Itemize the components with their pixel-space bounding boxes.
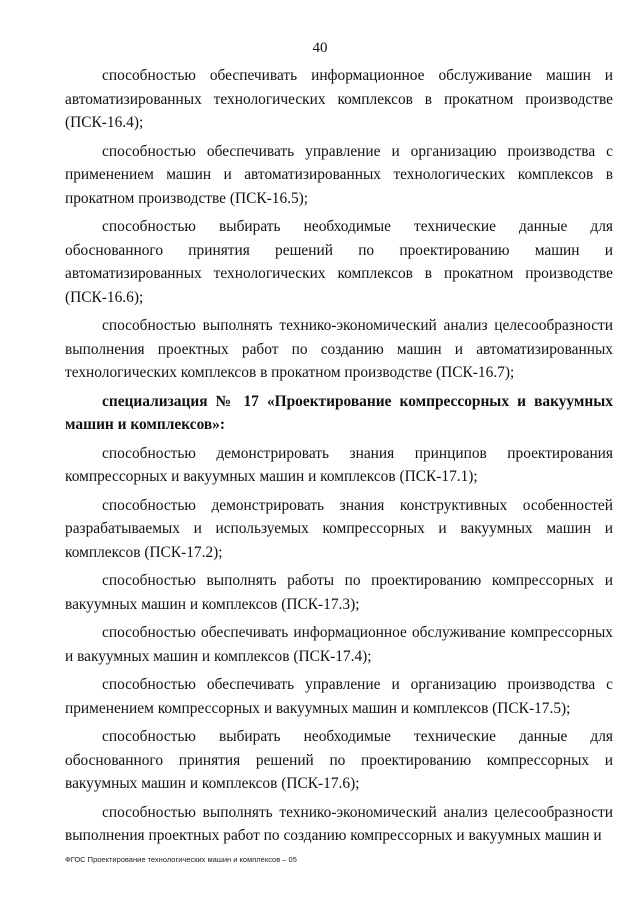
document-body bbox=[65, 64, 613, 853]
paragraph-psk-17-5: способностью обеспечивать управление и организацию производства с применением компрессорных и вакуумных машин и комплексов (ПСК-17.5); bbox=[65, 676, 613, 717]
paragraph-psk-16-5: способностью обеспечивать управление и организацию производства с применением машин и автоматизированных технологических комплексов в прокатном производстве (ПСК-16.5); bbox=[65, 142, 613, 207]
paragraph-psk-16-7: способностью выполнять технико-экономический анализ целесообразности выполнения проектных работ по созданию машин и автоматизированных технологических комплексов в прокатном производстве (ПСК-16.7); bbox=[65, 317, 613, 381]
paragraph-psk-16-4: способностью обеспечивать информационное обслуживание машин и автоматизированных технологических комплексов в прокатном производстве (ПСК-16.4); bbox=[65, 67, 613, 131]
paragraph-psk-16-6: способностью выбирать необходимые технические данные для обоснованного принятия решений по проектированию машин и автоматизированных технологических комплексов в прокатном производстве (ПСК-16.6); bbox=[65, 218, 613, 306]
paragraph-psk-17-4: способностью обеспечивать информационное обслуживание компрессорных и вакуумных машин и комплексов (ПСК-17.4); bbox=[65, 624, 613, 665]
paragraph-psk-17-1: способностью демонстрировать знания принципов проектирования компрессорных и вакуумных машин и комплексов (ПСК-17.1); bbox=[65, 444, 613, 485]
specialization-heading: специализация № 17 «Проектирование компрессорных и вакуумных машин и комплексов»: bbox=[65, 392, 613, 433]
document-footer: ФГОС Проектирование технологических машин и комплексов – 05 bbox=[65, 855, 297, 864]
paragraph-psk-17-2: способностью демонстрировать знания конструктивных особенностей разрабатываемых и используемых компрессорных и вакуумных машин и комплексов (ПСК-17.2); bbox=[65, 496, 613, 561]
page-number: 40 bbox=[312, 40, 328, 56]
paragraph-psk-17-3: способностью выполнять работы по проектированию компрессорных и вакуумных машин и комплексов (ПСК-17.3); bbox=[65, 572, 613, 613]
paragraph-psk-17-6: способностью выбирать необходимые технические данные для обоснованного принятия решений по проектированию компрессорных и вакуумных машин и комплексов (ПСК-17.6); bbox=[65, 728, 613, 792]
paragraph-psk-17-7: способностью выполнять технико-экономический анализ целесообразности выполнения проектных работ по созданию компрессорных и вакуумных машин и bbox=[65, 803, 613, 844]
